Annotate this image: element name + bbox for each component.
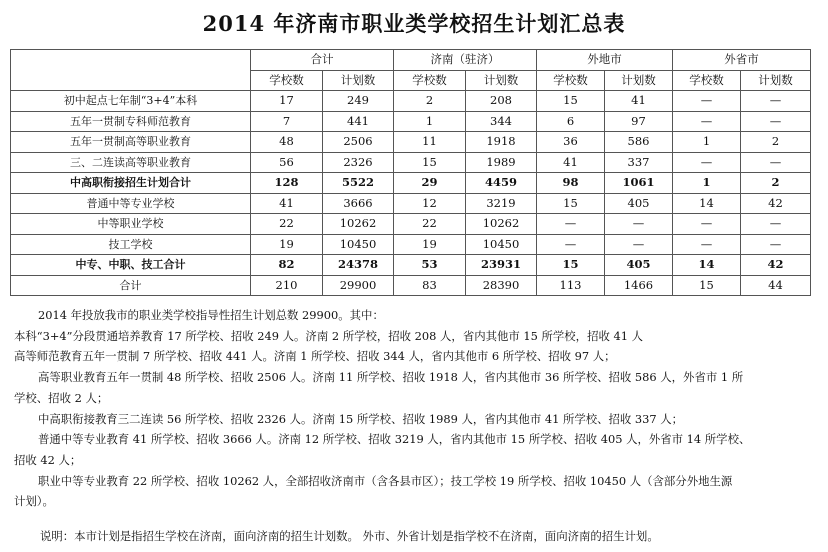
table-cell: 41 — [605, 91, 673, 112]
table-cell: 210 — [251, 275, 323, 296]
table-cell: 1989 — [466, 152, 537, 173]
table-group-header-row — [11, 50, 811, 71]
table-cell: 1918 — [466, 132, 537, 153]
table-cell: — — [537, 234, 605, 255]
row-label: 普通中等专业学校 — [11, 193, 251, 214]
table-cell: 53 — [394, 255, 466, 276]
table-cell: 22 — [251, 214, 323, 235]
table-cell: 113 — [537, 275, 605, 296]
table-cell: — — [741, 111, 811, 132]
note-line: 招收 42 人； — [14, 452, 82, 467]
table-cell: 337 — [605, 152, 673, 173]
row-label: 三、二连读高等职业教育 — [11, 152, 251, 173]
row-label: 合计 — [11, 275, 251, 296]
table-cell: — — [605, 234, 673, 255]
table-cell: 1 — [673, 132, 741, 153]
subheader-school-count: 学校数 — [673, 70, 741, 91]
table-cell: 41 — [251, 193, 323, 214]
note-line: 计划）。 — [14, 494, 54, 509]
table-cell: — — [673, 91, 741, 112]
table-cell: — — [741, 214, 811, 235]
table-cell: 10262 — [466, 214, 537, 235]
table-cell: — — [673, 214, 741, 235]
table-cell: 208 — [466, 91, 537, 112]
table-cell: 23931 — [466, 255, 537, 276]
table-cell: 2 — [741, 132, 811, 153]
table-cell: — — [537, 214, 605, 235]
table-cell: 19 — [251, 234, 323, 255]
table-cell: 1061 — [605, 173, 673, 194]
notes-section — [14, 305, 814, 512]
group-header-other-cities: 外地市 — [537, 50, 673, 71]
table-cell: 97 — [605, 111, 673, 132]
table-cell: 41 — [537, 152, 605, 173]
table-cell: 2 — [741, 173, 811, 194]
table-cell: 22 — [394, 214, 466, 235]
row-label: 五年一贯制专科师范教育 — [11, 111, 251, 132]
table-cell: 44 — [741, 275, 811, 296]
note-line: 职业中等专业教育 22 所学校、招收 10262 人，全部招收济南市（含各县市区）；技工学校 19 所学校、招收 10450 人（含部分外地生源 — [38, 473, 733, 488]
table-cell: 15 — [394, 152, 466, 173]
subheader-school-count: 学校数 — [394, 70, 466, 91]
table-row — [11, 152, 811, 173]
table-cell: 405 — [605, 193, 673, 214]
table-cell: 29900 — [323, 275, 394, 296]
table-cell: 15 — [537, 255, 605, 276]
table-cell: 12 — [394, 193, 466, 214]
table-cell: 24378 — [323, 255, 394, 276]
table-cell: 42 — [741, 255, 811, 276]
note-line: 本科“3+4”分段贯通培养教育 17 所学校、招收 249 人。济南 2 所学校，招收 208 人，省内其他市 15 所学校，招收 41 人 — [14, 328, 643, 343]
subheader-school-count: 学校数 — [251, 70, 323, 91]
table-cell: 82 — [251, 255, 323, 276]
row-label: 中专、中职、技工合计 — [11, 255, 251, 276]
table-cell: 15 — [673, 275, 741, 296]
note-line: 高等职业教育五年一贯制 48 所学校、招收 2506 人。济南 11 所学校、招收 1918 人，省内其他市 36 所学校、招收 586 人，外省市 1 所 — [38, 370, 744, 385]
table-cell: 48 — [251, 132, 323, 153]
table-cell: 10450 — [323, 234, 394, 255]
table-cell: 3219 — [466, 193, 537, 214]
table-cell: 405 — [605, 255, 673, 276]
page-title: 2014 年济南市职业类学校招生计划汇总表 — [202, 11, 626, 36]
table-cell: 7 — [251, 111, 323, 132]
table-cell: — — [673, 152, 741, 173]
enrollment-plan-table — [10, 49, 811, 296]
table-cell: 1 — [673, 173, 741, 194]
subheader-school-count: 学校数 — [537, 70, 605, 91]
table-cell: 10450 — [466, 234, 537, 255]
note-line: 学校、招收 2 人； — [14, 390, 109, 405]
note-line: 2014 年投放我市的职业类学校指导性招生计划总数 29900。其中： — [38, 308, 384, 322]
table-row — [11, 275, 811, 296]
subheader-plan-count: 计划数 — [605, 70, 673, 91]
table-cell: 441 — [323, 111, 394, 132]
table-cell: — — [673, 234, 741, 255]
subheader-plan-count: 计划数 — [466, 70, 537, 91]
table-row — [11, 132, 811, 153]
group-header-other-provinces: 外省市 — [673, 50, 811, 71]
row-label: 五年一贯制高等职业教育 — [11, 132, 251, 153]
table-cell: 14 — [673, 193, 741, 214]
table-cell: 15 — [537, 193, 605, 214]
row-label: 中高职衔接招生计划合计 — [11, 173, 251, 194]
group-header-jinan: 济南（驻济） — [394, 50, 537, 71]
subheader-plan-count: 计划数 — [323, 70, 394, 91]
table-cell: 36 — [537, 132, 605, 153]
table-cell: 2 — [394, 91, 466, 112]
remark-text: 说明：本市计划是指招生学校在济南，面向济南的招生计划数。 外市、外省计划是指学校不在济南，面向济南的招生计划。 — [40, 529, 659, 543]
table-cell: — — [741, 152, 811, 173]
row-label: 中等职业学校 — [11, 214, 251, 235]
table-cell: 15 — [537, 91, 605, 112]
table-cell: — — [741, 91, 811, 112]
table-row — [11, 111, 811, 132]
table-cell: 586 — [605, 132, 673, 153]
note-line: 普通中等专业教育 41 所学校、招收 3666 人。济南 12 所学校、招收 3219 人，省内其他市 15 所学校、招收 405 人，外省市 14 所学校、 — [38, 432, 751, 447]
table-cell: 344 — [466, 111, 537, 132]
table-cell: 10262 — [323, 214, 394, 235]
table-cell: 83 — [394, 275, 466, 296]
table-cell: 6 — [537, 111, 605, 132]
table-cell: 56 — [251, 152, 323, 173]
table-cell: 29 — [394, 173, 466, 194]
table-cell: 4459 — [466, 173, 537, 194]
row-label: 初中起点七年制“3+4”本科 — [11, 91, 251, 112]
table-cell: 5522 — [323, 173, 394, 194]
table-cell: — — [741, 234, 811, 255]
table-row — [11, 234, 811, 255]
table-row — [11, 214, 811, 235]
table-cell: 128 — [251, 173, 323, 194]
table-cell: 19 — [394, 234, 466, 255]
table-cell: 1 — [394, 111, 466, 132]
table-row — [11, 193, 811, 214]
table-cell: 2506 — [323, 132, 394, 153]
table-cell: 28390 — [466, 275, 537, 296]
table-row — [11, 91, 811, 112]
table-cell: — — [673, 111, 741, 132]
table-cell: 42 — [741, 193, 811, 214]
table-row — [11, 255, 811, 276]
table-cell: 98 — [537, 173, 605, 194]
table-cell: — — [605, 214, 673, 235]
table-cell: 14 — [673, 255, 741, 276]
table-cell: 249 — [323, 91, 394, 112]
table-cell: 17 — [251, 91, 323, 112]
table-corner-cell — [11, 50, 251, 91]
row-label: 技工学校 — [11, 234, 251, 255]
table-cell: 3666 — [323, 193, 394, 214]
table-row — [11, 173, 811, 194]
subheader-plan-count: 计划数 — [741, 70, 811, 91]
group-header-total: 合计 — [251, 50, 394, 71]
note-line: 中高职衔接教育三二连读 56 所学校、招收 2326 人。济南 15 所学校、招收 1989 人，省内其他市 41 所学校、招收 337 人； — [38, 411, 684, 426]
table-cell: 11 — [394, 132, 466, 153]
table-cell: 1466 — [605, 275, 673, 296]
table-cell: 2326 — [323, 152, 394, 173]
note-line: 高等师范教育五年一贯制 7 所学校、招收 441 人。济南 1 所学校、招收 344 人，省内其他市 6 所学校、招收 97 人； — [14, 349, 616, 364]
